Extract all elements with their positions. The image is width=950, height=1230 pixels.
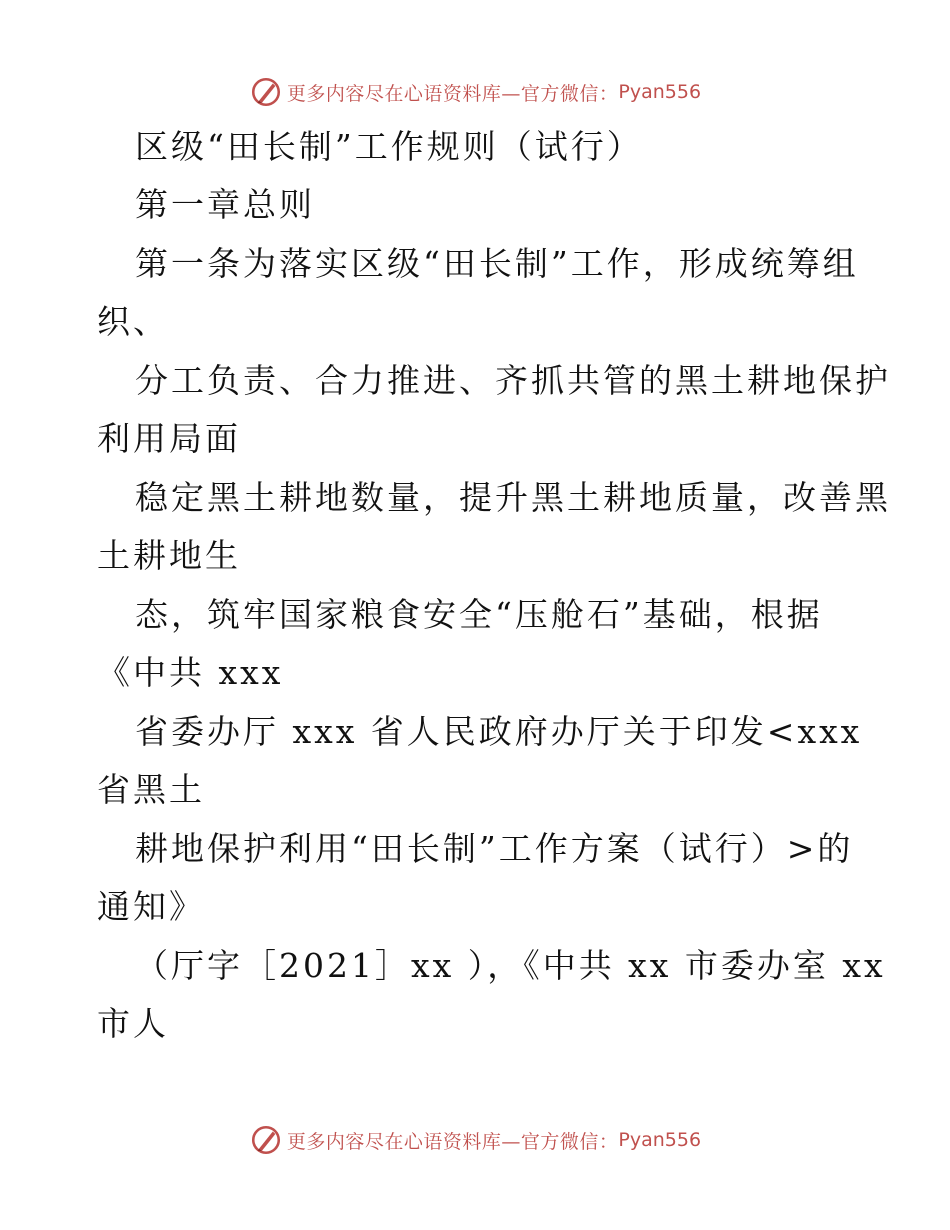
text-line: （厅字［2021］xx ），《中共 xx 市委办室 xx bbox=[135, 946, 886, 985]
text-line: 土耕地生 bbox=[97, 536, 241, 575]
footer-banner bbox=[0, 1120, 950, 1160]
pen-logo-icon bbox=[249, 1123, 283, 1157]
pen-logo-icon bbox=[249, 75, 283, 109]
text-line: 第一条为落实区级“田长制”工作，形成统筹组 bbox=[135, 244, 859, 283]
text-line: 态，筑牢国家粮食安全“压舱石”基础，根据 bbox=[135, 595, 823, 634]
text-line: 市人 bbox=[97, 1004, 169, 1043]
text-line: 耕地保护利用“田长制”工作方案（试行）>的 bbox=[135, 829, 854, 868]
text-line: 织、 bbox=[97, 302, 169, 341]
document-title: 区级“田长制”工作规则（试行） bbox=[135, 127, 643, 166]
chapter-heading: 第一章总则 bbox=[135, 185, 315, 224]
text-line: 《中共 xxx bbox=[97, 653, 284, 692]
banner-wechat-id: Pyan556 bbox=[618, 1129, 702, 1151]
banner-text: 更多内容尽在心语资料库—官方微信： bbox=[286, 82, 619, 105]
header-banner bbox=[0, 72, 950, 112]
text-line: 分工负责、合力推进、齐抓共管的黑土耕地保护 bbox=[135, 361, 891, 400]
text-line: 省黑土 bbox=[97, 770, 205, 809]
text-line: 通知》 bbox=[97, 887, 205, 926]
banner-wechat-id: Pyan556 bbox=[618, 81, 702, 103]
text-line: 利用局面 bbox=[97, 419, 241, 458]
banner-text: 更多内容尽在心语资料库—官方微信： bbox=[286, 1130, 619, 1153]
text-line: 省委办厅 xxx 省人民政府办厅关于印发<xxx bbox=[135, 712, 863, 751]
text-line: 稳定黑土耕地数量，提升黑土耕地质量，改善黑 bbox=[135, 478, 891, 517]
